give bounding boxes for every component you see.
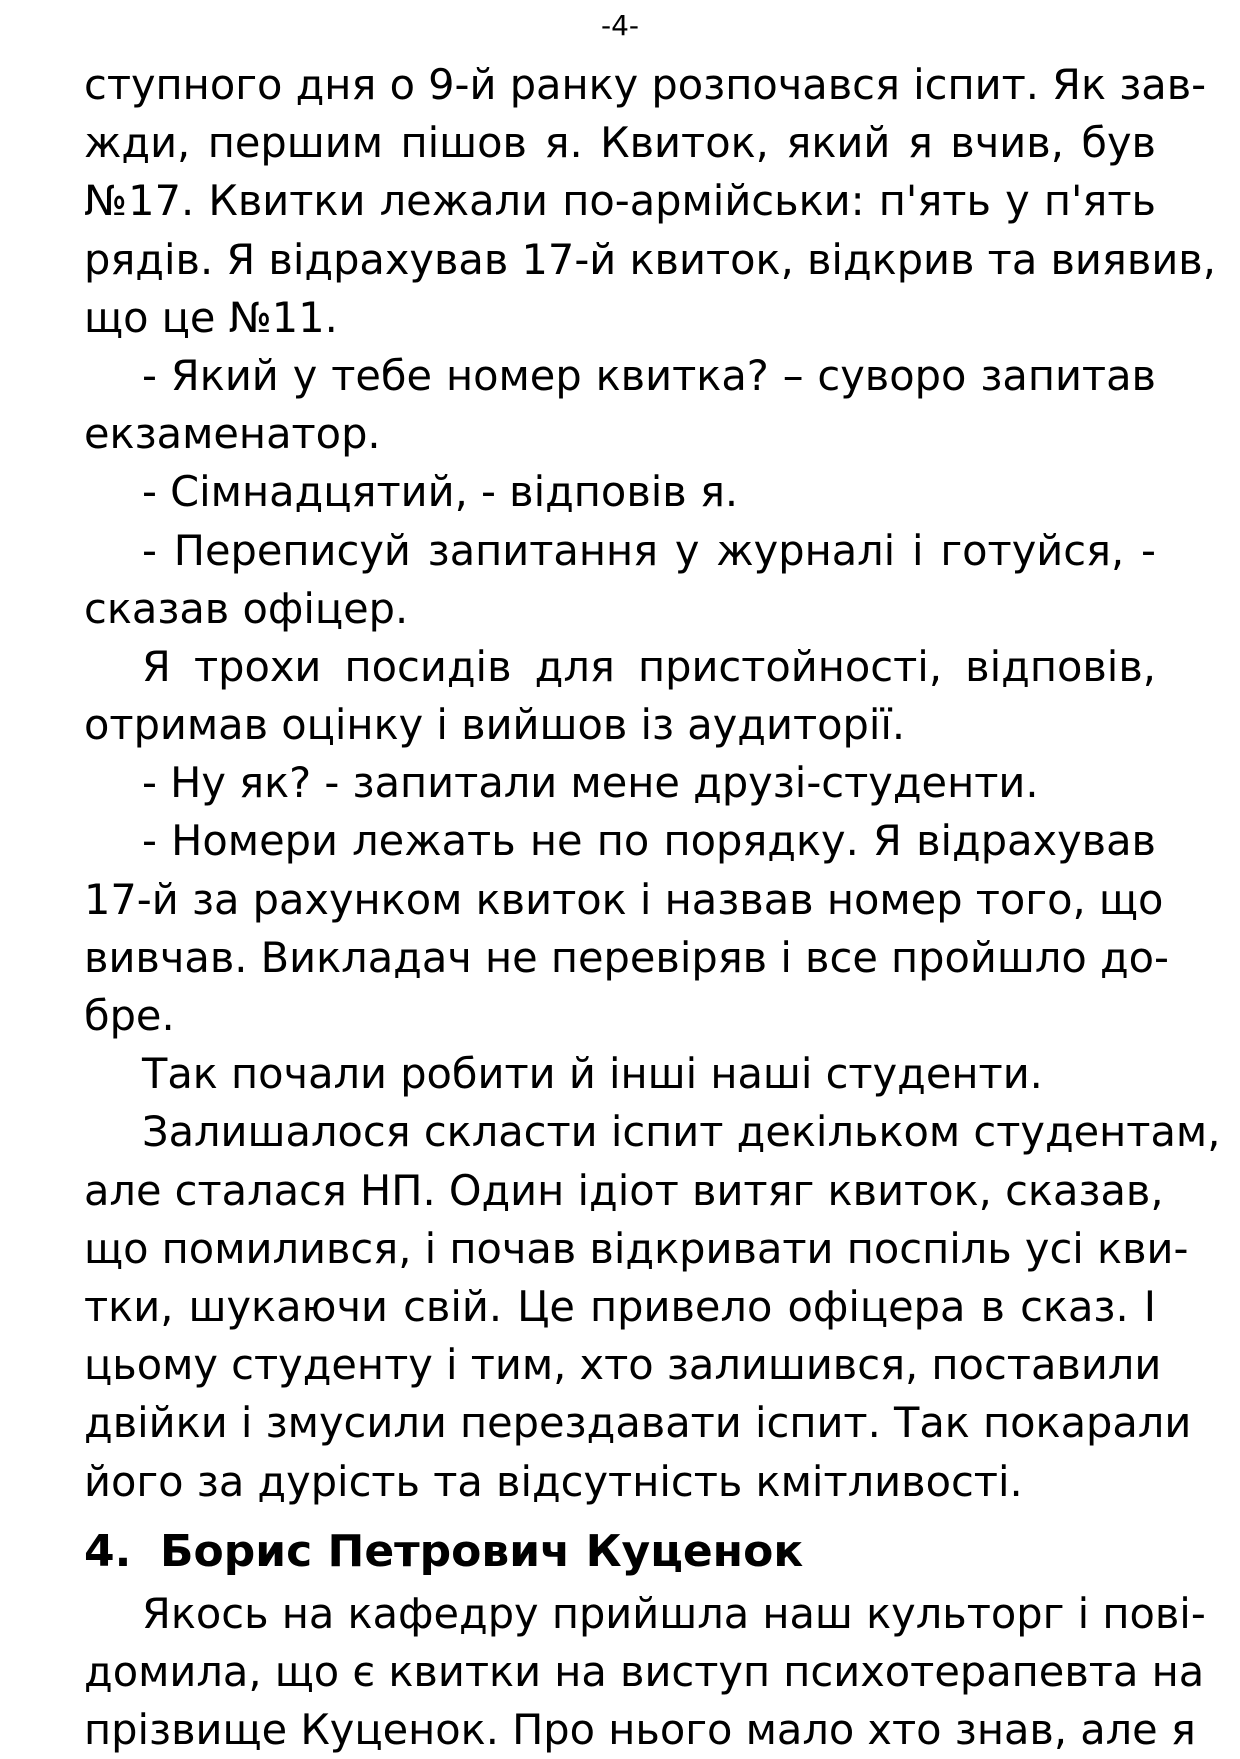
page-number: -4- (600, 9, 640, 42)
text-line: ступного дня о 9-й ранку розпочався іспит. Як зав- (84, 60, 1207, 109)
section-number: 4. (84, 1525, 132, 1577)
text-line: тки, шукаючи свій. Це привело офіцера в сказ. І (84, 1281, 1156, 1331)
text-line: 17-й за рахунком квиток і назвав номер того, що (84, 874, 1164, 924)
text-line: - Сімнадцятий, - відповів я. (142, 467, 739, 517)
text-line: що помилився, і почав відкривати поспіль усі кви- (84, 1223, 1189, 1273)
text-line: домила, що є квитки на виступ психотерапевта на (84, 1647, 1205, 1697)
text-line: №17. Квитки лежали по-армійськи: п'ять у п'ять (84, 176, 1156, 226)
text-line: що це №11. (84, 292, 338, 342)
text-line: вивчав. Викладач не перевіряв і все пройшло до- (84, 932, 1170, 982)
text-line: екзаменатор. (84, 409, 381, 459)
text-line: Якось на кафедру прийшла наш культорг і пові- (142, 1588, 1206, 1638)
document-body (84, 56, 1221, 1759)
text-line: Так почали робити й інші наші студенти. (142, 1049, 1043, 1099)
text-line: жди, першим пішов я. Квиток, який я вчив, був (84, 118, 1156, 168)
section-title: Борис Петрович Куценок (160, 1525, 804, 1577)
text-line: прізвище Куценок. Про нього мало хто знав, але я (84, 1705, 1196, 1755)
text-line: - Переписуй запитання у журналі і готуйся, - (142, 525, 1156, 575)
text-line: - Ну як? - запитали мене друзі-студенти. (142, 758, 1039, 808)
text-line: але сталася НП. Один ідіот витяг квиток, сказав, (84, 1165, 1164, 1215)
text-line: отримав оцінку і вийшов із аудиторії. (84, 700, 906, 750)
text-line: його за дурість та відсутність кмітливості. (84, 1456, 1023, 1506)
text-line: - Номери лежать не по порядку. Я відрахував (142, 816, 1156, 866)
text-line: двійки і змусили перездавати іспит. Так покарали (84, 1398, 1192, 1448)
text-line: сказав офіцер. (84, 583, 409, 633)
text-line: рядів. Я відрахував 17-й квиток, відкрив та виявив, (84, 234, 1216, 284)
text-line: - Який у тебе номер квитка? – суворо запитав (142, 350, 1156, 400)
text-line: цьому студенту і тим, хто залишився, поставили (84, 1340, 1162, 1390)
text-line: Я трохи посидів для пристойності, відповів, (142, 641, 1156, 691)
text-line: бре. (84, 991, 175, 1040)
text-line: Залишалося скласти іспит декільком студентам, (142, 1107, 1221, 1157)
section-heading (84, 1523, 1156, 1581)
